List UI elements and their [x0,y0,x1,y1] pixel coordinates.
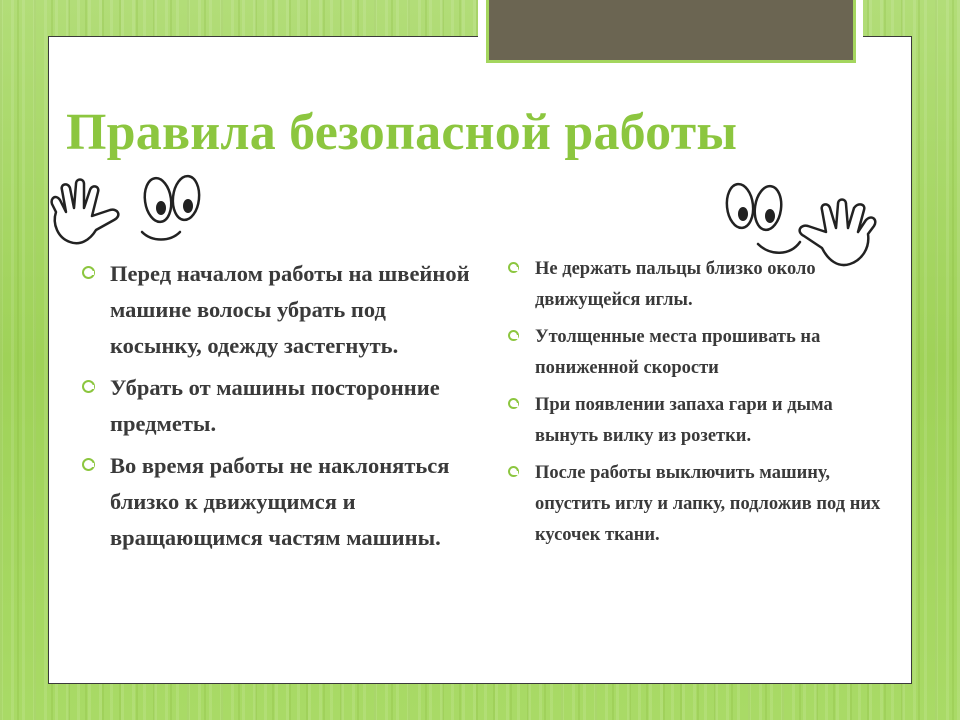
list-item [505,458,895,551]
circle-bullet-icon [508,466,519,477]
circle-bullet-icon [508,262,519,273]
bullet-text: Убрать от машины посторонние предметы. [110,375,440,436]
list-item [80,448,475,556]
right-bullet-list [505,254,895,557]
list-item [505,390,895,452]
list-item [505,254,895,316]
circle-bullet-icon [82,380,95,393]
waving-hand-eyes-icon [40,160,210,260]
bullet-text: Во время работы не наклоняться близко к движущимся и вращающимся частям машины. [110,453,450,550]
top-tab-bar [486,0,856,63]
circle-bullet-icon [508,398,519,409]
bullet-text: При появлении запаха гари и дыма вынуть вилку из розетки. [535,395,833,446]
bullet-text: Не держать пальцы близко около движущейся иглы. [535,259,816,310]
slide-title: Правила безопасной работы [66,104,738,161]
bullet-text: Утолщенные места прошивать на пониженной скорости [535,327,821,378]
list-item [80,370,475,442]
circle-bullet-icon [508,330,519,341]
circle-bullet-icon [82,266,95,279]
list-item [505,322,895,384]
bullet-text: После работы выключить машину, опустить иглу и лапку, подложив под них кусочек ткани. [535,463,881,545]
left-bullet-list [80,256,475,562]
circle-bullet-icon [82,458,95,471]
bullet-text: Перед началом работы на швейной машине волосы убрать под косынку, одежду застегнуть. [110,261,470,358]
list-item [80,256,475,364]
